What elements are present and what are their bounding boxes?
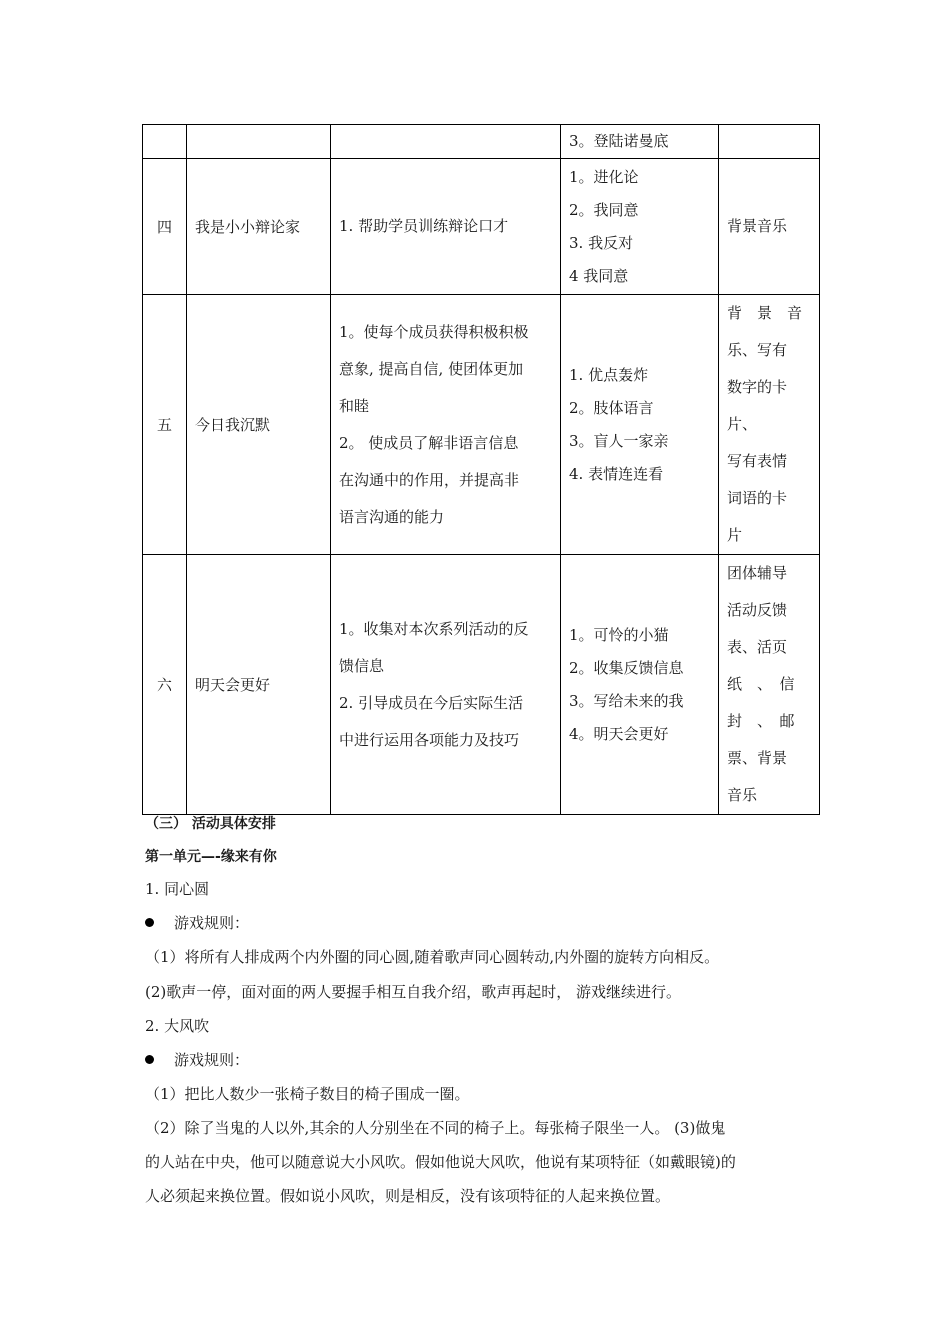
session-material-cell xyxy=(719,555,820,815)
session-material-cell xyxy=(719,159,820,295)
session-goal-cell xyxy=(331,555,561,815)
table-row xyxy=(143,125,820,159)
session-number: 四 xyxy=(156,218,172,236)
session-number: 六 xyxy=(156,676,172,694)
session-number: 五 xyxy=(156,416,172,434)
session-goal-line: 意象, 提高自信, 使团体更加 xyxy=(339,359,524,378)
session-goal-line: 中进行运用各项能力及技巧 xyxy=(339,730,520,749)
session-title-cell xyxy=(187,555,331,815)
game2-rules-label: 游戏规则： xyxy=(174,1051,250,1069)
session-activity-line: 1。进化论 xyxy=(569,167,639,186)
session-goal-line: 2。 使成员了解非语言信息 xyxy=(339,433,519,452)
session-title: 明天会更好 xyxy=(195,676,271,694)
session-activity-line: 3. 我反对 xyxy=(569,233,634,252)
session-activity-line: 3。盲人一家亲 xyxy=(569,431,669,450)
game2-rule2-line: （2）除了当鬼的人以外,其余的人分别坐在不同的椅子上。每张椅子限坐一人。 (3)做鬼 xyxy=(145,1119,726,1137)
game2-rule1: （1）把比人数少一张椅子数目的椅子围成一圈。 xyxy=(145,1085,470,1103)
game2-rule2 xyxy=(145,1111,813,1213)
session-activity-line: 4. 表情连连看 xyxy=(569,464,664,483)
table-row xyxy=(143,295,820,555)
bullet-dot-icon xyxy=(145,918,154,927)
session-goal-cell xyxy=(331,125,561,159)
session-activity-line: 4 我同意 xyxy=(569,266,629,285)
game1-rule1: （1）将所有人排成两个内外圈的同心圆,随着歌声同心圆转动,内外圈的旋转方向相反。 xyxy=(145,948,720,966)
session-activity-line: 3。登陆诺曼底 xyxy=(569,132,669,150)
session-material-line: 表、活页 xyxy=(727,638,788,656)
session-title: 今日我沉默 xyxy=(195,416,271,434)
session-goal-line: 2. 引导成员在今后实际生活 xyxy=(339,693,524,712)
session-material-line: 背景音乐 xyxy=(727,217,788,235)
game1-title: 1. 同心圆 xyxy=(145,880,210,898)
session-number-cell xyxy=(143,125,187,159)
session-activity-cell xyxy=(561,125,719,159)
session-number-cell xyxy=(143,159,187,295)
session-material-line: 乐、写有 xyxy=(727,341,788,359)
game1-rules-bullet xyxy=(145,912,249,934)
session-activity-line: 1。可怜的小猫 xyxy=(569,625,669,644)
bullet-dot-icon xyxy=(145,1055,154,1064)
session-material-cell xyxy=(719,125,820,159)
session-activity-cell xyxy=(561,159,719,295)
session-activity-line: 3。写给未来的我 xyxy=(569,691,684,710)
session-goal-line: 1。收集对本次系列活动的反 xyxy=(339,619,529,638)
session-number-cell xyxy=(143,295,187,555)
session-material-line: 背 景 音 xyxy=(727,304,803,322)
session-activity-line: 2。我同意 xyxy=(569,200,639,219)
session-activity-line: 2。收集反馈信息 xyxy=(569,658,684,677)
section-heading: （三） 活动具体安排 xyxy=(145,816,276,832)
game2-rules-bullet xyxy=(145,1049,249,1071)
session-goal-line: 和睦 xyxy=(339,396,370,415)
table-row xyxy=(143,159,820,295)
session-goal-line: 在沟通中的作用，并提高非 xyxy=(339,470,520,489)
session-title-cell xyxy=(187,159,331,295)
session-goal-line: 1. 帮助学员训练辩论口才 xyxy=(339,217,509,235)
session-title-cell xyxy=(187,295,331,555)
game2-title: 2. 大风吹 xyxy=(145,1017,210,1035)
session-material-line: 片 xyxy=(727,526,743,544)
session-material-line: 团体辅导 xyxy=(727,564,788,582)
session-material-line: 词语的卡 xyxy=(727,489,788,507)
session-activity-line: 4。明天会更好 xyxy=(569,724,669,743)
session-activity-line: 2。肢体语言 xyxy=(569,398,654,417)
session-goal-cell xyxy=(331,159,561,295)
game1-rules-label: 游戏规则： xyxy=(174,914,250,932)
session-material-line: 片、 xyxy=(727,415,758,433)
session-goal-cell xyxy=(331,295,561,555)
game2-rule2-line: 人必须起来换位置。假如说小风吹，则是相反，没有该项特征的人起来换位置。 xyxy=(145,1187,671,1205)
session-material-line: 封 、 邮 xyxy=(727,712,795,730)
session-activity-line: 1. 优点轰炸 xyxy=(569,365,649,384)
session-activity-cell xyxy=(561,295,719,555)
session-material-line: 写有表情 xyxy=(727,452,788,470)
session-activity-cell xyxy=(561,555,719,815)
game2-rule2-line: 的人站在中央，他可以随意说大小风吹。假如他说大风吹，他说有某项特征（如戴眼镜)的 xyxy=(145,1153,736,1171)
session-material-line: 票、背景 xyxy=(727,749,788,767)
session-title-cell xyxy=(187,125,331,159)
unit-heading: 第一单元—-缘来有你 xyxy=(145,849,277,865)
session-material-line: 纸 、 信 xyxy=(727,675,795,693)
session-material-line: 音乐 xyxy=(727,786,758,804)
game1-rule2: (2)歌声一停，面对面的两人要握手相互自我介绍，歌声再起时， 游戏继续进行。 xyxy=(145,983,682,1001)
session-material-line: 数字的卡 xyxy=(727,378,788,396)
session-material-cell xyxy=(719,295,820,555)
session-title: 我是小小辩论家 xyxy=(195,218,301,236)
session-goal-line: 1。使每个成员获得积极积极 xyxy=(339,322,529,341)
session-material-line: 活动反馈 xyxy=(727,601,788,619)
session-goal-line: 语言沟通的能力 xyxy=(339,507,445,526)
activity-plan-table xyxy=(142,124,820,815)
session-goal-line: 馈信息 xyxy=(339,656,385,675)
session-number-cell xyxy=(143,555,187,815)
table-row xyxy=(143,555,820,815)
